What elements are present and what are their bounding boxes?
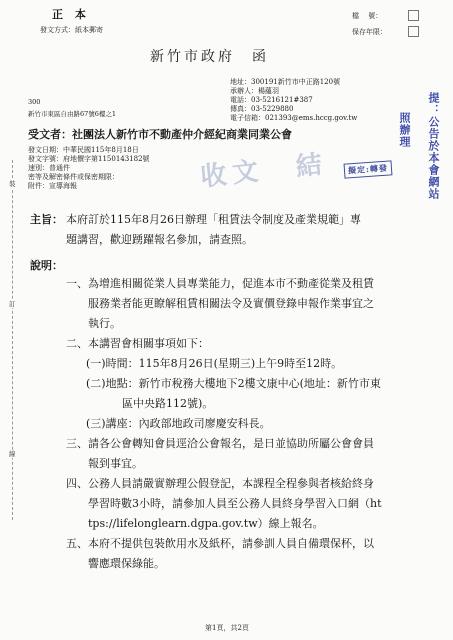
doc-attachment: 附件：宣導海報 xyxy=(28,182,77,190)
margin-mark-line: 線 xyxy=(9,450,16,458)
explanation-line: 執行。 xyxy=(88,317,121,330)
explanation-line: 一、為增進相關從業人員專業能力，促進本市不動產從業及租賃 xyxy=(66,277,374,290)
subject-line-2: 題講習，歡迎踴躍報名參加，請查照。 xyxy=(66,233,253,246)
subject-line-1: 本府訂於115年8月26日辦理「租賃法令制度及產業規範」專 xyxy=(66,213,361,226)
contact-phone: 電話：03-5216121#387 xyxy=(230,96,313,104)
doc-speed: 速別：普通件 xyxy=(28,164,70,172)
recipient-postal: 300 xyxy=(28,98,41,106)
explanation-line: (二)地點：新竹市稅務大樓地下2樓文康中心(地址：新竹市東 xyxy=(86,377,381,390)
explanation-line: 區中央路112號)。 xyxy=(122,397,214,410)
contact-email: 電子信箱：021393@ems.hccg.gov.tw xyxy=(230,114,358,122)
recipient: 受文者：社團法人新竹市不動產仲介經紀商業同業公會 xyxy=(28,128,292,141)
contact-block xyxy=(230,78,357,123)
handwritten-note-2: 照辦理 xyxy=(398,112,411,148)
explanation-line: 四、公務人員請嚴實辦理公假登記，本課程全程參與者核給終身 xyxy=(66,477,374,490)
explanation-line: 服務業者能更瞭解租賃相關法令及實價登錄申報作業事宜之 xyxy=(88,297,374,310)
binding-line xyxy=(12,160,13,520)
explanation-line: 報到事宜。 xyxy=(88,457,143,470)
doc-date: 發文日期：中華民國115年8月18日 xyxy=(28,146,139,154)
contact-fax: 傳真：03-5229880 xyxy=(230,105,294,113)
explanation-line: (一)時間：115年8月26日(星期三)上午9時至12時。 xyxy=(86,357,343,370)
explanation-line: 五、本府不提供包裝飲用水及紙杯，請參訓人員自備環保杯，以 xyxy=(66,537,374,550)
archive-box xyxy=(408,10,419,21)
explanation-label: 說明： xyxy=(30,259,63,272)
retention-label: 保存年限： xyxy=(352,28,387,36)
explanation-line: tps://lifelonglearn.dgpa.gov.tw）線上報名。 xyxy=(88,517,324,530)
copy-label: 正 本 xyxy=(52,8,90,21)
approval-stamp: 擬定:轉發 xyxy=(344,160,393,178)
subject-label: 主旨： xyxy=(30,213,63,226)
explanation-line: 二、本講習會相關事項如下： xyxy=(66,337,209,350)
faint-receipt-stamp: 收文 結 xyxy=(199,149,330,193)
send-method: 發文方式：紙本郵寄 xyxy=(40,26,103,34)
contact-address: 地址：300191新竹市中正路120號 xyxy=(230,78,341,86)
contact-handler: 承辦人：楊蘊羽 xyxy=(230,87,279,95)
recipient-street: 新竹市東區自由路67號6樓之1 xyxy=(28,110,117,118)
margin-mark-bind: 裝 xyxy=(9,180,16,188)
doc-number: 發文字號：府地價字第1150143182號 xyxy=(28,155,150,163)
archive-no-label: 檔 號： xyxy=(352,12,383,20)
doc-secrecy: 密等及解密條件或保密期限： xyxy=(28,173,119,181)
agency-title: 新竹市政府 函 xyxy=(150,49,269,65)
handwritten-note: 提：公告於本會網站 xyxy=(427,92,440,200)
margin-mark-cut: 訂 xyxy=(9,300,16,308)
retention-box xyxy=(408,26,419,37)
explanation-line: 響應環保綠能。 xyxy=(88,557,165,570)
explanation-line: 學習時數3小時，請參加人員至公務人員終身學習入口網（ht xyxy=(88,497,382,510)
doc-meta xyxy=(28,146,150,191)
explanation-line: (三)講座：內政部地政司廖慶安科長。 xyxy=(86,417,271,430)
explanation-line: 三、請各公會轉知會員逕洽公會報名，是日並協助所屬公會會員 xyxy=(66,437,374,450)
page-number: 第1頁，共2頁 xyxy=(205,624,249,632)
